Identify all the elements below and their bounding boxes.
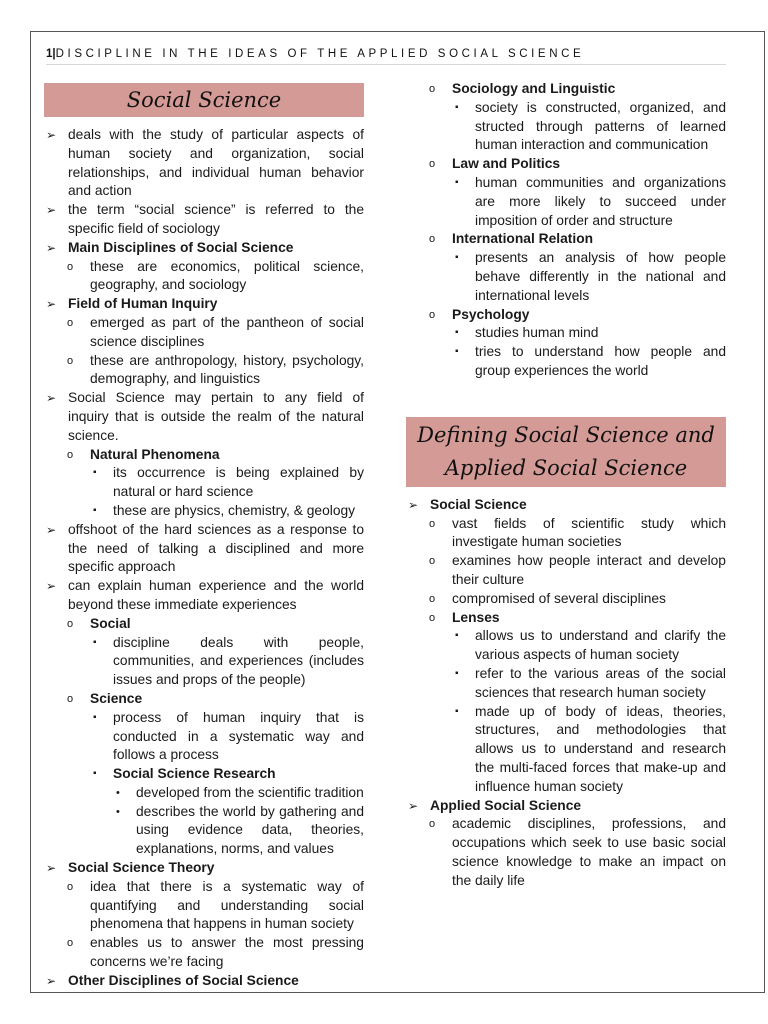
outline-item-text: Sociology and Linguistic (452, 81, 616, 96)
outline-item-text: Field of Human Inquiry (68, 296, 218, 312)
bullet-marker-icon: ▪ (93, 636, 97, 648)
right-outline-top (406, 80, 726, 381)
outline-item-text: Law and Politics (452, 156, 561, 172)
outline-item-level-1 (44, 295, 364, 314)
outline-item-text: studies human mind (475, 325, 599, 341)
outline-item-text: Main Disciplines of Social Science (68, 239, 294, 255)
bullet-marker-icon: o (429, 818, 436, 831)
outline-item-level-3 (406, 99, 726, 155)
bullet-marker-icon: o (429, 592, 436, 605)
outline-item-text: society is constructed, organized, and structed through patterns of learned human interaction and communication (475, 99, 726, 153)
outline-item-text: presents an analysis of how people behave differently in the national and international levels (475, 250, 726, 303)
outline-item-text: Other Disciplines of Social Science (68, 972, 299, 988)
bullet-marker-icon: ➢ (46, 240, 57, 255)
left-outline (44, 126, 364, 991)
outline-item-level-1 (406, 496, 726, 515)
bullet-marker-icon: ➢ (46, 203, 57, 218)
outline-item-level-1 (44, 239, 364, 258)
page-header (46, 48, 726, 60)
outline-item-text: Social Science may pertain to any field of inquiry that is outside the realm of the natural science. (68, 390, 364, 443)
bullet-marker-icon: ▪ (93, 467, 97, 479)
outline-item-text: made up of body of ideas, theories, structures, and methodologies that allows us to understand and research the multi-faced forces that make-up and influence human society (475, 703, 726, 794)
outline-item-level-2 (406, 515, 726, 553)
outline-item-text: developed from the scientific tradition (136, 784, 364, 800)
outline-item-level-2 (406, 815, 726, 890)
bullet-marker-icon: ▪ (93, 711, 97, 723)
bullet-marker-icon: o (67, 354, 74, 367)
left-column (44, 83, 364, 991)
outline-item-level-1 (44, 201, 364, 239)
outline-item-text: compromised of several disciplines (452, 590, 666, 606)
bullet-marker-icon: ➢ (46, 128, 57, 142)
outline-item-text: Lenses (452, 609, 500, 625)
outline-item-level-2 (44, 446, 364, 465)
bullet-marker-icon: o (67, 880, 74, 893)
outline-item-text: tries to understand how people and group experiences the world (475, 344, 726, 378)
outline-item-level-3 (406, 324, 726, 343)
bullet-marker-icon: • (116, 786, 120, 799)
bullet-marker-icon: ▪ (93, 504, 97, 516)
outline-item-level-3 (406, 665, 726, 703)
outline-item-text: Social (90, 615, 131, 631)
outline-item-text: Social Science Research (113, 766, 276, 782)
bullet-marker-icon: o (429, 517, 436, 530)
bullet-marker-icon: o (429, 308, 436, 321)
outline-item-text: vast fields of scientific study which investigate human societies (452, 515, 726, 550)
outline-item-level-2 (406, 609, 726, 628)
outline-item-text: discipline deals with people, communities, and experiences (includes issues and props of the people) (113, 634, 364, 688)
outline-item-text: enables us to answer the most pressing concerns we’re facing (90, 935, 364, 970)
outline-item-level-3 (406, 249, 726, 305)
bullet-marker-icon: o (67, 692, 74, 705)
outline-item-level-3 (44, 464, 364, 502)
page-number: 1 (46, 48, 53, 60)
bullet-marker-icon: ▪ (455, 667, 459, 679)
outline-item-text: these are physics, chemistry, & geology (113, 502, 356, 518)
outline-item-level-1 (44, 859, 364, 878)
outline-item-level-3 (44, 709, 364, 765)
header-title: DISCIPLINE IN THE IDEAS OF THE APPLIED SOCIAL SCIENCE (55, 48, 585, 60)
bullet-marker-icon: • (116, 805, 120, 818)
outline-item-level-2 (406, 590, 726, 609)
outline-item-level-1 (406, 797, 726, 816)
outline-item-level-3 (44, 502, 364, 521)
outline-item-level-2 (44, 314, 364, 352)
bullet-marker-icon: ▪ (455, 327, 459, 339)
outline-item-level-2 (44, 258, 364, 296)
outline-item-text: Applied Social Science (430, 797, 582, 813)
bullet-marker-icon: ➢ (46, 973, 57, 988)
outline-item-text: these are anthropology, history, psychology, demography, and linguistics (90, 352, 364, 387)
outline-item-text: idea that there is a systematic way of quantifying and understanding social phenomena that happens in human society (90, 878, 364, 932)
defining-title-box (406, 417, 726, 487)
social-science-title: Social Science (126, 88, 282, 112)
outline-item-text: the term “social science” is referred to the specific field of sociology (68, 202, 364, 236)
outline-item-level-3 (406, 343, 726, 381)
bullet-marker-icon: o (429, 83, 436, 95)
outline-item-text: Science (90, 690, 143, 706)
bullet-marker-icon: o (67, 448, 74, 461)
bullet-marker-icon: ▪ (93, 768, 97, 780)
bullet-marker-icon: o (67, 617, 74, 630)
outline-item-text: allows us to understand and clarify the various aspects of human society (475, 628, 726, 663)
outline-item-text: Social Science (430, 496, 527, 512)
header-separator: | (52, 48, 56, 60)
outline-item-level-2 (406, 155, 726, 174)
outline-item-text: these are economics, political science, geography, and sociology (90, 258, 364, 293)
outline-item-text: can explain human experience and the world beyond these immediate experiences (68, 578, 364, 612)
section-spacer (406, 381, 726, 417)
bullet-marker-icon: o (429, 611, 436, 624)
bullet-marker-icon: ▪ (455, 176, 459, 188)
bullet-marker-icon: o (67, 316, 74, 329)
outline-item-level-2 (44, 934, 364, 972)
outline-item-level-2 (44, 352, 364, 390)
outline-item-level-2 (406, 230, 726, 249)
bullet-marker-icon: ➢ (46, 391, 57, 406)
outline-item-text: its occurrence is being explained by natural or hard science (113, 465, 364, 500)
bullet-marker-icon: ➢ (46, 861, 57, 876)
outline-item-level-2 (406, 306, 726, 325)
outline-item-level-2 (44, 615, 364, 634)
outline-item-level-4 (44, 784, 364, 803)
outline-item-level-3 (44, 634, 364, 690)
outline-item-level-4 (44, 803, 364, 859)
bullet-marker-icon: ➢ (46, 297, 57, 312)
outline-item-level-3 (406, 703, 726, 797)
outline-item-level-2 (406, 80, 726, 99)
outline-item-level-2 (406, 552, 726, 590)
defining-title-line2: Applied Social Science (444, 455, 688, 480)
outline-item-level-3 (406, 174, 726, 230)
outline-item-text: examines how people interact and develop their culture (452, 553, 726, 587)
bullet-marker-icon: ▪ (455, 252, 459, 264)
outline-item-text: deals with the study of particular aspects of human society and organization, social relationships, and individual human behavior and action (68, 127, 364, 199)
bullet-marker-icon: ➢ (408, 798, 419, 813)
outline-item-level-3 (406, 627, 726, 665)
outline-item-text: academic disciplines, professions, and occupations which seek to use basic social science knowledge to make an impact on the daily life (452, 816, 726, 888)
bullet-marker-icon: ➢ (408, 497, 419, 512)
outline-item-text: describes the world by gathering and using evidence data, theories, explanations, norms, and values (136, 803, 364, 857)
bullet-marker-icon: ▪ (455, 346, 459, 358)
bullet-marker-icon: o (429, 158, 436, 171)
outline-item-text: offshoot of the hard sciences as a response to the need of talking a disciplined and more specific approach (68, 521, 364, 575)
social-science-title-box (44, 83, 364, 117)
bullet-marker-icon: o (429, 233, 436, 246)
outline-item-level-1 (44, 389, 364, 445)
outline-item-text: human communities and organizations are more likely to succeed under imposition of order and structure (475, 174, 726, 228)
outline-item-level-1 (44, 521, 364, 577)
header-rule (46, 64, 726, 65)
defining-title-line1: Defining Social Science and (417, 422, 715, 447)
outline-item-level-1 (44, 577, 364, 615)
bullet-marker-icon: ▪ (455, 705, 459, 717)
bullet-marker-icon: ▪ (455, 630, 459, 642)
outline-item-level-3 (44, 765, 364, 784)
bullet-marker-icon: o (67, 260, 74, 273)
outline-item-text: process of human inquiry that is conducted in a systematic way and follows a process (113, 709, 364, 763)
outline-item-text: emerged as part of the pantheon of social science disciplines (90, 314, 364, 349)
outline-item-text: Natural Phenomena (90, 446, 220, 462)
outline-item-level-1 (44, 126, 364, 201)
right-outline-bottom (406, 496, 726, 891)
outline-item-level-2 (44, 878, 364, 934)
right-column (406, 80, 726, 890)
outline-item-text: International Relation (452, 231, 594, 247)
outline-item-text: Psychology (452, 306, 530, 322)
outline-item-text: refer to the various areas of the social sciences that research human society (475, 665, 726, 700)
outline-item-level-1 (44, 972, 364, 991)
bullet-marker-icon: ➢ (46, 579, 57, 594)
bullet-marker-icon: ➢ (46, 522, 57, 537)
bullet-marker-icon: ▪ (455, 101, 459, 113)
bullet-marker-icon: o (429, 555, 436, 568)
bullet-marker-icon: o (67, 937, 74, 950)
outline-item-text: Social Science Theory (68, 860, 215, 876)
outline-item-level-2 (44, 690, 364, 709)
